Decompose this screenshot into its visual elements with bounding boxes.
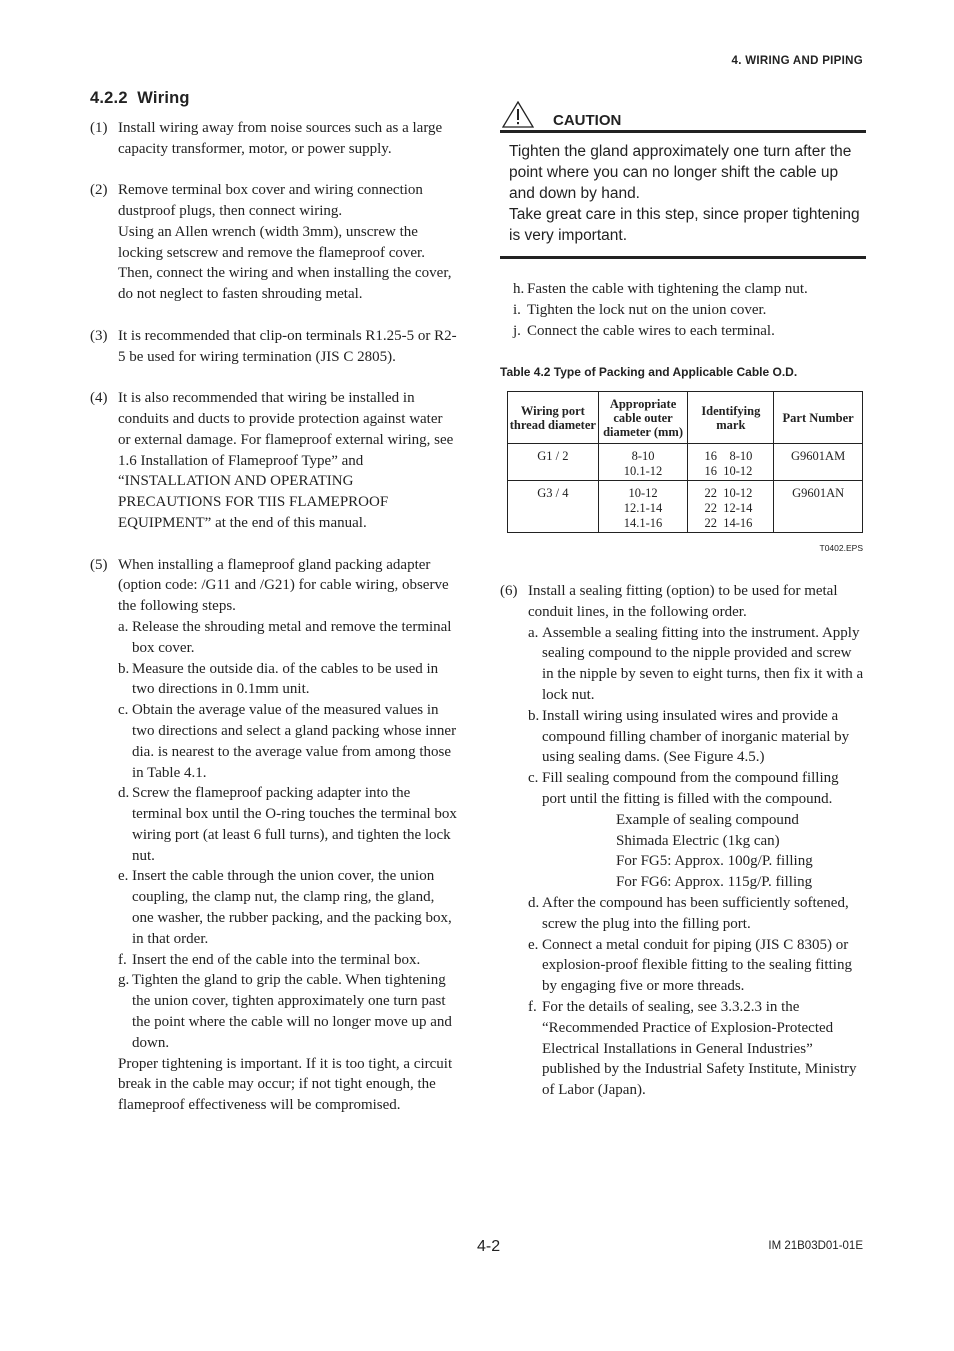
step-label: f. [118,951,127,968]
cell-line: 10-12 [628,486,658,501]
step-label: a. [118,618,129,635]
step [528,935,866,997]
table-cell [688,481,774,533]
caution-label: CAUTION [553,112,622,130]
step [528,706,866,768]
step-label: a. [528,624,539,641]
cell-line: 12.1-14 [623,501,663,516]
step [528,893,866,935]
chapter-header: 4. WIRING AND PIPING [731,55,863,67]
step-text: Tighten the gland to grip the cable. When tightening the union cover, tighten approximately one turn past the point where the cable will no longer move up and down. [132,972,452,1051]
page-number: 4-2 [477,1238,501,1255]
caution-line: Take great care in this step, since proper tightening is very important. [509,206,860,244]
step-label: f. [528,998,537,1015]
table-cell: G9601AN [774,481,863,533]
table-cell [598,444,688,481]
step-text: Fill sealing compound from the compound filling port until the fitting is filled with the compound. [542,770,839,807]
column-header: Identifying mark [688,392,774,444]
step-text: Insert the end of the cable into the terminal box. [132,951,421,968]
list-item [500,581,866,1101]
section-number: 4.2.2 [90,89,128,107]
step-label: d. [118,785,130,802]
cell-line: 22 14-16 [704,516,753,531]
sealing-compound-example [616,810,866,893]
cell-line: 22 10-12 [704,486,753,501]
warning-triangle-icon [500,101,534,135]
section-title [90,88,458,109]
caution-text [500,133,866,259]
step [118,950,458,971]
step-label: e. [528,936,539,953]
table-cell: G9601AM [774,444,863,481]
step-text: Insert the cable through the union cover, the union coupling, the clamp nut, the clamp ring, the gland, one washer, the rubber packing, and the packing box, in that order. [132,868,452,947]
step-label: c. [528,770,539,787]
section-heading: Wiring [137,89,190,107]
step-text: Connect the cable wires to each terminal. [527,322,775,339]
item-number: (3) [90,327,108,344]
item-number: (5) [90,556,108,573]
cell-line: 16 8-10 [704,449,753,464]
table-cell [688,444,774,481]
step [513,300,866,321]
item-number: (2) [90,182,108,199]
step [118,617,458,659]
caution-header [500,106,866,133]
step-label: i. [513,301,521,318]
table-cell: G1 / 2 [508,444,599,481]
table-title: Table 4.2 Type of Packing and Applicable Cable O.D. [500,365,798,380]
item-text: Remove terminal box cover and wiring connection dustproof plugs, then connect wiring. [118,182,423,219]
caution-box [500,106,866,259]
step [118,783,458,866]
table-file-tag: T0402.EPS [819,543,863,554]
cell-line: 22 12-14 [704,501,753,516]
item-text: It is also recommended that wiring be installed in conduits and ducts to provide protection against water or external damage. For flameproof external wiring, see 1.6 Installation of Flameproof Type” and “INSTALLATION AND OPERATING PRECAUTIONS FOR TIIS FLAMEPROOF EQUIPMENT” at the end of this manual. [118,390,454,531]
step [118,700,458,783]
step-text: Assemble a sealing fitting into the instrument. Apply sealing compound to the nipple provided and screw in the nipple by seven to eight turns, then fix it with a lock nut. [542,624,864,703]
step [118,970,458,1053]
step-label: b. [118,660,130,677]
caution-line: Tighten the gland approximately one turn after the point where you can no longer shift the cable up and down by hand. [509,143,852,202]
item-text: Using an Allen wrench (width 3mm), unscrew the locking setscrew and remove the flameproof cover. Then, connect the wiring and when installing the cover, do not neglect to fasten shrouding metal. [118,223,452,303]
table-cell: G3 / 4 [508,481,599,533]
step-text: Release the shrouding metal and remove the terminal box cover. [132,618,452,656]
step [118,866,458,949]
left-column [90,88,458,1137]
example-line: For FG5: Approx. 100g/P. filling [616,853,813,870]
list-item [90,555,458,1117]
item-number: (4) [90,390,108,407]
steps-continued [513,279,866,341]
step [528,623,866,706]
table-header-row [508,392,863,444]
cell-line: 10.1-12 [623,464,663,479]
step-label: h. [513,281,525,297]
example-line: Shimada Electric (1kg can) [616,832,780,849]
step [513,321,866,342]
table-row [508,444,863,481]
column-header: Appropriate cable outer diameter (mm) [598,392,688,444]
cell-line: 14.1-16 [623,516,663,531]
list-item [90,180,458,305]
column-header: Wiring port thread diameter [508,392,599,444]
table-row [508,481,863,533]
packing-table [507,391,863,533]
step-text: After the compound has been sufficiently softened, screw the plug into the filling port. [542,894,849,932]
item-number: (6) [500,582,518,599]
step-text: Install wiring using insulated wires and provide a compound filling chamber of inorganic material by using sealing dams. (See Figure 4.5.) [542,707,850,766]
step-text: Connect a metal conduit for piping (JIS C 8305) or explosion-proof flexible fitting to the sealing fitting by engaging five or more threads. [542,936,852,995]
example-line: For FG6: Approx. 115g/P. filling [616,874,813,891]
example-line: Example of sealing compound [616,811,799,828]
step-label: c. [118,702,129,719]
step-text: Tighten the lock nut on the union cover. [527,301,767,318]
step-note: Proper tightening is important. If it is too tight, a circuit break in the cable may occur; if not tight enough, the flameproof effectiveness will be compromised. [118,1055,453,1114]
step-label: g. [118,972,130,989]
list-item [90,326,458,368]
table-cell [598,481,688,533]
right-column [500,106,866,1122]
step-label: d. [528,894,540,911]
list-item [90,118,458,160]
step-label: e. [118,868,129,885]
item-text: When installing a flameproof gland packing adapter (option code: /G11 and /G21) for cable wiring, observe the following steps. [118,556,449,615]
cell-line: 16 10-12 [704,464,753,479]
step [528,997,866,1101]
step-text: For the details of sealing, see 3.3.2.3 in the “Recommended Practice of Explosion-Protected Electrical Installations in General Industries” published by the Industrial Safety Institute, Ministry of Labor (Japan). [542,998,857,1099]
step-text: Obtain the average value of the measured values in two directions and select a gland packing whose inner dia. is nearest to the average value from among those in Table 4.1. [132,702,457,781]
column-header: Part Number [774,392,863,444]
list-item [90,388,458,534]
item-number: (1) [90,119,108,136]
item-text: It is recommended that clip-on terminals R1.25-5 or R2-5 be used for wiring termination (JIS C 2805). [118,327,457,365]
step-text: Measure the outside dia. of the cables to be used in two directions in 0.1mm unit. [132,660,439,698]
document-id: IM 21B03D01-01E [768,1240,863,1252]
step-label: j. [513,322,521,339]
item-text: Install wiring away from noise sources such as a large capacity transformer, motor, or power supply. [118,119,443,157]
step-label: b. [528,707,540,724]
step-text: Fasten the cable with tightening the clamp nut. [527,281,808,297]
item-text: Install a sealing fitting (option) to be used for metal conduit lines, in the following order. [528,582,838,620]
step-text: Screw the flameproof packing adapter into the terminal box until the O-ring touches the terminal box wiring port (at least 6 full turns), and tighten the lock nut. [132,785,457,864]
step [513,279,866,300]
step [118,659,458,701]
step [528,768,866,810]
cell-line: 8-10 [631,449,655,464]
